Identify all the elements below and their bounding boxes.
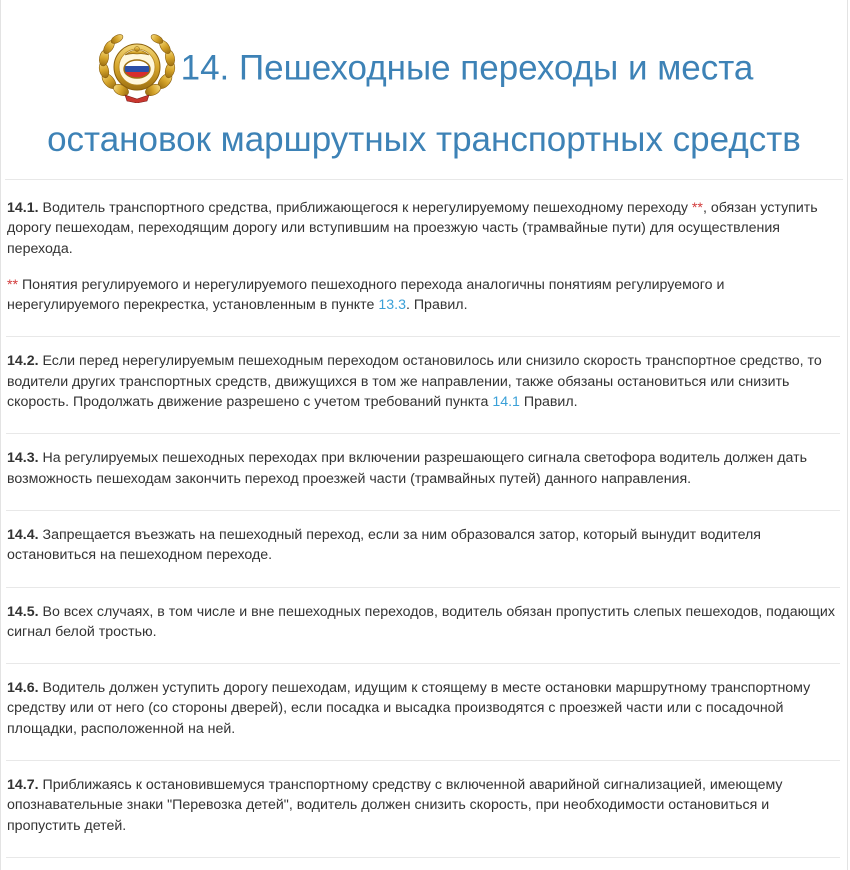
title-line-2: остановок маршрутных транспортных средств	[47, 120, 801, 159]
rule-body: Во всех случаях, в том числе и вне пешеходных переходов, водитель обязан пропустить слепых пешеходов, подающих сигнал белой тростью.	[7, 603, 835, 640]
rule-14-7	[6, 761, 840, 858]
rule-number: 14.5.	[7, 603, 39, 620]
rule-text	[7, 448, 840, 489]
rule-text	[7, 351, 840, 412]
rule-number: 14.1.	[7, 200, 39, 216]
rule-text-a: Водитель транспортного средства, приближающегося к нерегулируемому пешеходному переходу	[38, 200, 692, 216]
rule-text	[7, 198, 840, 259]
rule-body: Приближаясь к остановившемуся транспортному средству с включенной аварийной сигнализацией, имеющему опознавательные знаки "Перевозка детей", водитель должен снизить скорость, при необходимости остановиться и пропустить детей.	[7, 777, 783, 834]
rule-text	[7, 602, 840, 643]
rule-text	[7, 525, 840, 566]
rule-number: 14.3.	[7, 450, 39, 467]
title-line-1	[5, 33, 843, 107]
footnote-marker: **	[7, 276, 19, 293]
rule-number: 14.6.	[7, 680, 39, 697]
rule-14-5	[6, 588, 840, 665]
rule-number: 14.4.	[7, 526, 39, 543]
rules-list	[1, 180, 847, 858]
page-title	[5, 0, 843, 180]
rule-body: Водитель должен уступить дорогу пешеходам, идущим к стоящему в месте остановки маршрутному транспортному средству или от него (со стороны дверей), если посадка и высадка производятся с проезжей части или с посадочной площадки, расположенной на ней.	[7, 680, 811, 737]
rule-footnote	[7, 275, 840, 316]
footnote-text-b: . Правил.	[405, 297, 468, 314]
title-text-line-1: 14. Пешеходные переходы и места	[180, 48, 754, 88]
link-14-1[interactable]: 14.1	[492, 394, 520, 411]
rule-number: 14.2.	[7, 353, 39, 370]
rule-text	[7, 678, 840, 739]
rule-text	[7, 775, 840, 836]
rule-14-4	[6, 511, 840, 588]
rule-14-3	[6, 434, 840, 511]
rule-text-a: Если перед нерегулируемым пешеходным переходом остановилось или снизило скорость транспортное средство, то водители других транспортных средств, движущихся в том же направлении, также обязаны остановиться или снизить скорость. Продолжать движение разрешено с учетом требований пункта	[7, 353, 822, 411]
rule-text-b: , обязан уступить дорогу пешеходам, переходящим дорогу или вступившим на проезжую часть (трамвайные пути) для осуществления перехода.	[7, 200, 818, 257]
footnote-marker: **	[691, 200, 703, 216]
rule-text-b: Правил.	[519, 394, 578, 411]
rule-14-2	[6, 337, 840, 434]
rule-14-6	[6, 664, 840, 761]
rule-body: Запрещается въезжать на пешеходный переход, если за ним образовался затор, который вынудит водителя остановиться на пешеходном переходе.	[7, 526, 761, 564]
link-13-3[interactable]: 13.3	[378, 297, 406, 314]
rule-body: На регулируемых пешеходных переходах при включении разрешающего сигнала светофора водитель должен дать возможность пешеходам закончить переход проезжей части (трамвайных путей) данного направления.	[7, 450, 807, 487]
gibdd-emblem-icon	[95, 29, 179, 103]
footnote-text-a: Понятия регулируемого и нерегулируемого пешеходного перехода аналогичны понятиям регулируемого и нерегулируемого перекрестка, установленным в пункте	[7, 276, 725, 314]
rule-number: 14.7.	[7, 777, 39, 794]
rule-14-1	[6, 180, 840, 337]
